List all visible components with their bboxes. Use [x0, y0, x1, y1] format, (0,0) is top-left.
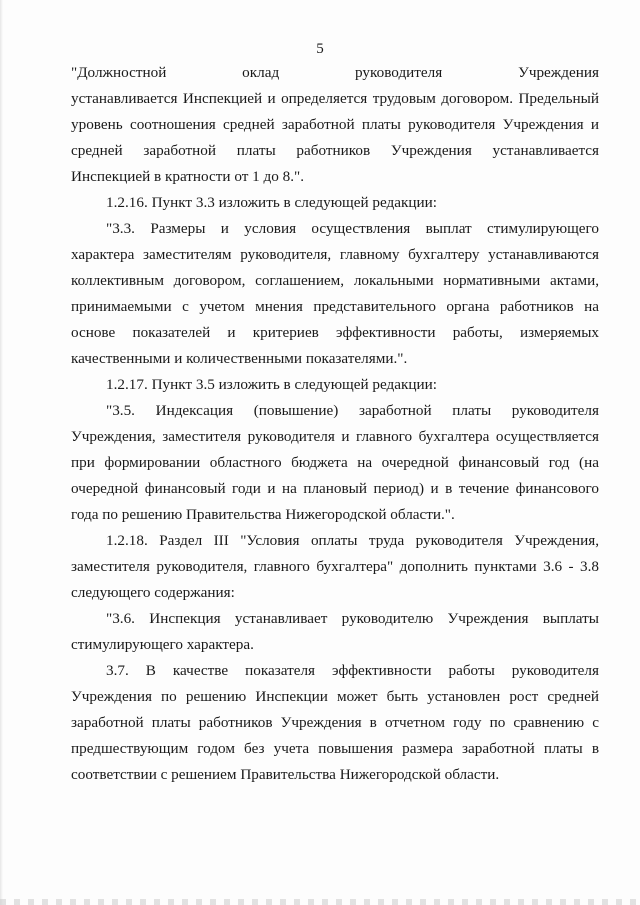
text-line: стимулирующего характера. [71, 636, 254, 653]
text-line: 1.2.17. Пункт 3.5 изложить в следующей редакции: [106, 376, 437, 393]
document-body [71, 60, 599, 788]
text-line: "3.6. Инспекция устанавливает руководителю Учреждения выплаты [106, 610, 599, 627]
text-line: предшествующим годом без учета повышения размера заработной платы в [71, 740, 599, 757]
text-line: соответствии с решением Правительства Нижегородской области. [71, 766, 500, 783]
text-line: характера заместителям руководителя, главному бухгалтеру устанавливаются [71, 246, 599, 263]
text-line: заработной платы работников Учреждения в отчетном году по сравнению с [71, 714, 599, 731]
text-line: очередной финансовый годи и на плановый период) и в течение финансового [71, 480, 599, 497]
text-line: 1.2.18. Раздел III "Условия оплаты труда руководителя Учреждения, [106, 532, 599, 549]
text-line: "3.3. Размеры и условия осуществления выплат стимулирующего [106, 220, 599, 237]
text-line: при формировании областного бюджета на очередной финансовый год (на [71, 454, 599, 471]
text-line: принимаемыми с учетом мнения представительного органа работников на [71, 298, 599, 315]
scan-edge-bottom [0, 899, 640, 905]
text-line: "Должностной оклад руководителя Учреждения [71, 64, 599, 81]
text-line: 1.2.16. Пункт 3.3 изложить в следующей редакции: [106, 194, 437, 211]
text-line: Инспекцией в кратности от 1 до 8.". [71, 168, 305, 185]
text-line: "3.5. Индексация (повышение) заработной платы руководителя [106, 402, 599, 419]
text-line: заместителя руководителя, главного бухгалтера" дополнить пунктами 3.6 - 3.8 [71, 558, 599, 575]
text-line: коллективным договором, соглашением, локальными нормативными актами, [71, 272, 599, 289]
text-line: Учреждения по решению Инспекции может быть установлен рост средней [71, 688, 599, 705]
text-line: устанавливается Инспекцией и определяется трудовым договором. Предельный [71, 90, 599, 107]
text-line: года по решению Правительства Нижегородской области.". [71, 506, 455, 523]
text-line: 3.7. В качестве показателя эффективности работы руководителя [106, 662, 599, 679]
text-line: Учреждения, заместителя руководителя и главного бухгалтера осуществляется [71, 428, 599, 445]
text-line: средней заработной платы работников Учреждения устанавливается [71, 142, 599, 159]
scan-edge-left [0, 0, 3, 905]
text-line: следующего содержания: [71, 584, 235, 601]
text-line: качественными и количественными показателями.". [71, 350, 408, 367]
text-line: основе показателей и критериев эффективности работы, измеряемых [71, 324, 599, 341]
text-line: уровень соотношения средней заработной платы руководителя Учреждения и [71, 116, 599, 133]
page-number: 5 [316, 41, 324, 57]
